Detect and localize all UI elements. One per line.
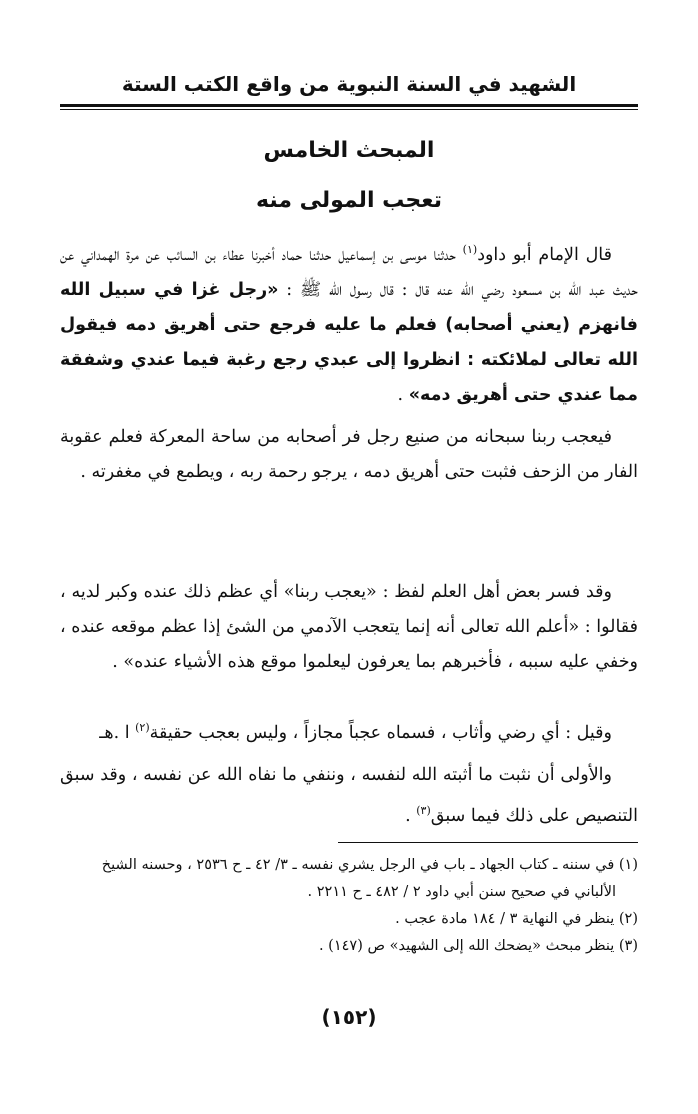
footnote-3: (٣) ينظر مبحث «يضحك الله إلى الشهيد» ص (١٤٧) . [318,938,638,954]
footnote-rule [338,842,638,843]
paragraph-text: قال الإمام أبو داود [477,244,612,265]
section-heading: المبحث الخامس [263,138,435,163]
paragraph-text: والأولى أن نثبت ما أثبته الله لنفسه ، وننفي ما نفاه الله عن نفسه ، وقد سبق التنصيص على ذلك فيما سبق [60,765,638,826]
paragraph-conclusion [60,758,638,834]
paragraph-text: . [112,652,124,672]
paragraph-commentary [60,420,638,490]
paragraph-alternative [60,710,638,751]
paragraph-text: وقيل : أي رضي وأثاب ، فسماه عجباً مجازاً ، وليس بعجب حقيقة [149,722,612,743]
hadith-text: «رجل غزا في سبيل الله فانهزم (يعني أصحابه) فعلم ما عليه فرجع حتى أهريق دمه فيقول الله تعالى لملائكته : انظروا إلى عبدي رجع رغبة فيما عندي وشفقة مما عندي حتى أهريق دمه» [60,279,638,405]
footnote-ref: (١) [462,243,478,256]
paragraph-text: . [405,805,417,826]
page-number: (١٥٢) [321,1005,377,1029]
footnote-ref: (٢) [135,721,150,734]
paragraph-text: وقد فسر بعض أهل العلم لفظ : «يعجب ربنا» أي عظم ذلك عنده وكبر لديه ، فقالوا : «أعلم الله تعالى أنه إنما يتعجب الآدمي من الشئ إذا عظم موقعه عنده ، وخفي عليه سببه ، فأخبرهم بما يعرفون ليعلموا موقع هذه الأشياء عنده» [60,582,638,672]
running-header: الشهيد في السنة النبوية من واقع الكتب الستة [121,72,577,96]
footnote-ref: (٣) [416,804,431,817]
header-rule-thin [60,109,638,110]
footnote-2: (٢) ينظر في النهاية ٣ / ١٨٤ مادة عجب . [395,911,638,927]
section-subheading: تعجب المولى منه [256,188,442,213]
paragraph-text: . [397,384,409,405]
footnote-1: (١) في سننه ـ كتاب الجهاد ـ باب في الرجل يشري نفسه ـ ٣/ ٤٢ ـ ح ٢٥٣٦ ، وحسنه الشيخ [101,857,638,873]
paragraph-text: حدثنا موسى بن إسماعيل حدثنا حماد أخبرنا عطاء بن السائب عن مرة الهمداني عن حديث عبد الله بن مسعود رضي الله عنه قال : قال رسول الله ﷺ : [60,244,638,300]
paragraph-hadith [60,232,638,413]
header-rule [60,104,638,107]
paragraph-text: فيعجب ربنا سبحانه من صنيع رجل فر أصحابه من ساحة المعركة فعلم عقوبة الفار من الزحف فثبت حتى أهريق دمه ، يرجو رحمة ربه ، ويطمع في مغفرته . [60,427,638,482]
paragraph-text: ا .هـ [99,722,136,743]
footnote-1-continued: الألباني في صحيح سنن أبي داود ٢ / ٤٨٢ ـ ح ٢٢١١ . [307,884,616,900]
paragraph-interpretation [60,575,638,680]
footnotes [60,852,638,960]
